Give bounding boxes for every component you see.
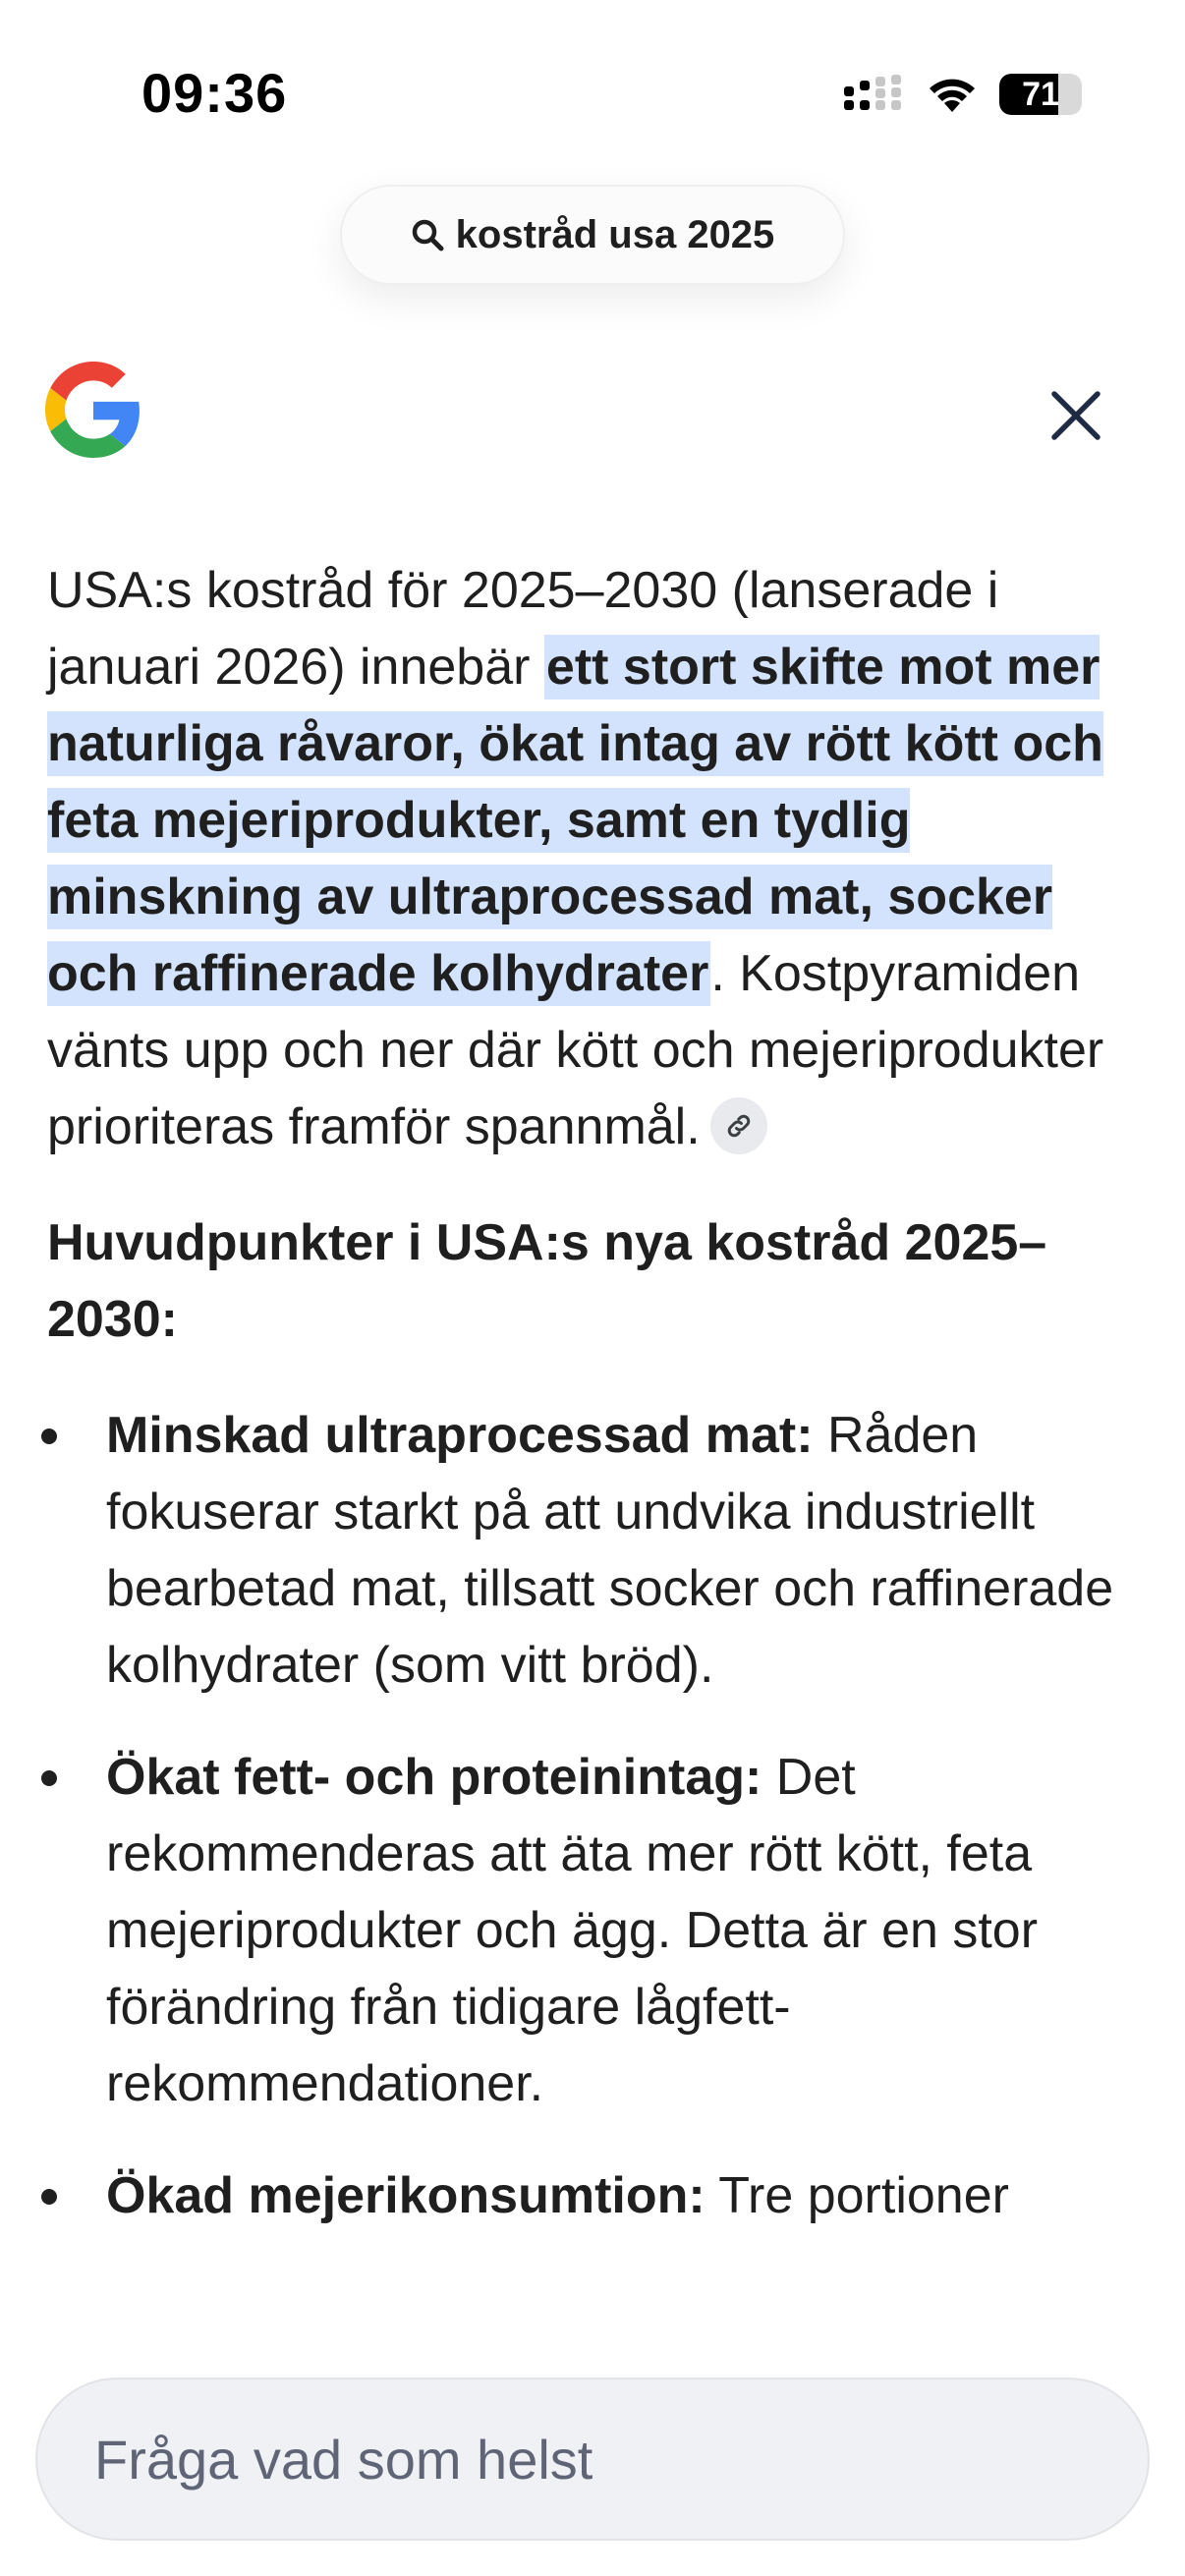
signal-icon [842, 75, 905, 114]
list-item [47, 1397, 1148, 1704]
search-query-text: kostråd usa 2025 [455, 212, 775, 256]
intro-text: USA:s kostråd för 2025–2030 (lanserade i januari 2026) innebär [47, 562, 999, 696]
google-logo-icon [45, 362, 141, 458]
ai-answer [47, 552, 1148, 2269]
section-heading: Huvudpunkter i USA:s nya kostråd 2025–2030: [47, 1214, 1047, 1348]
battery-level: 71 [1022, 75, 1059, 113]
battery-icon [999, 74, 1082, 115]
status-icons [842, 69, 1082, 120]
point-text: Det rekommenderas att äta mer rött kött, feta mejeriprodukter och ägg. Detta är en stor förändring från tidigare lågfett-rekommendationer. [106, 1749, 1039, 2112]
point-title: Minskad ultraprocessad mat: [106, 1407, 814, 1464]
intro-highlight: ett stort skifte mot mer naturliga råvaror, ökat intag av rött kött och feta mejeriprodukter, samt en tydlig minskning av ultraprocessad mat, socker och raffinerade kolhydrater [47, 635, 1103, 1006]
ask-input[interactable] [35, 2378, 1150, 2541]
answer-intro [47, 552, 1148, 1165]
intro-continuation: . Kostpyramiden vänts upp och ner där kött och mejeriprodukter prioriteras framför spannmål. [47, 945, 1104, 1155]
search-icon [411, 218, 444, 252]
point-title: Ökat fett- och proteinintag: [106, 1749, 762, 1806]
key-points-list [47, 1397, 1148, 2234]
point-title: Ökad mejerikonsumtion: [106, 2167, 705, 2224]
ask-placeholder: Fråga vad som helst [94, 2428, 593, 2491]
list-item [47, 2157, 1148, 2234]
link-icon [724, 1111, 754, 1141]
list-item [47, 1739, 1148, 2122]
search-query-pill[interactable] [340, 185, 845, 285]
point-text: Råden fokuserar starkt på att undvika industriellt bearbetad mat, tillsatt socker och raffinerade kolhydrater (som vitt bröd). [106, 1407, 1114, 1694]
source-link-button[interactable] [710, 1097, 767, 1154]
close-icon [1048, 388, 1103, 443]
wifi-icon [927, 75, 978, 114]
status-time: 09:36 [141, 62, 288, 124]
point-text: Tre portioner [705, 2167, 1009, 2224]
close-button[interactable] [1042, 381, 1110, 450]
